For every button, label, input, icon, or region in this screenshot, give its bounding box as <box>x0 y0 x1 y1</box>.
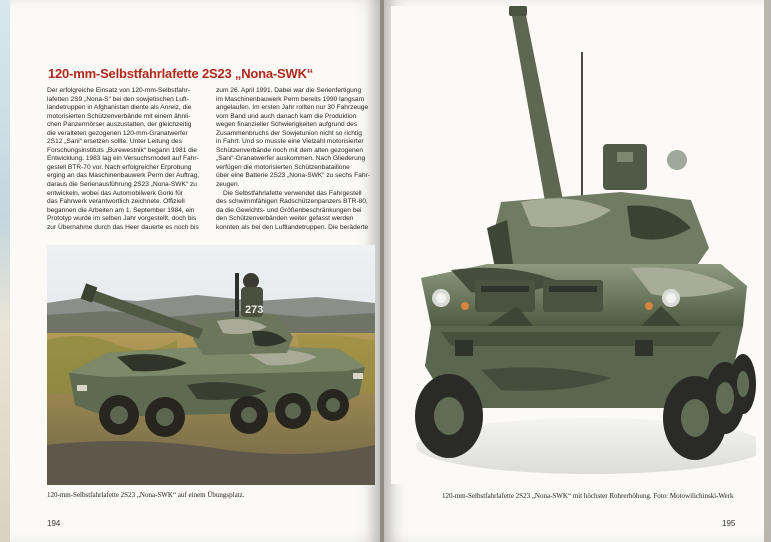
text-column-1 <box>47 87 206 232</box>
text-line: 2S12 „Sani“ ersetzen sollte. Unter Leitung des <box>47 138 182 146</box>
text-line: „Sani“-Granatwerfer auskommen. Nach Gliederung <box>216 155 366 163</box>
text-line: über eine Batterie 2S23 „Nona-SWK“ zu sechs Fahr- <box>216 172 370 180</box>
text-column-2 <box>216 87 375 232</box>
text-line: entwickeln, wobei das Automobilwerk Gorki für <box>47 189 183 197</box>
column-2-paragraph-1 <box>216 87 375 190</box>
article-title: 120-mm-Selbstfahrlafette 2S23 „Nona-SWK“ <box>48 66 314 81</box>
left-page <box>10 0 380 542</box>
photo-caption-left: 120-mm-Selbstfahrlafette 2S23 „Nona-SWK“ auf einem Übungsplatz. <box>47 491 245 499</box>
text-line: da die Gewichts- und Größenbeschränkungen bei <box>216 206 362 214</box>
photo-vehicle-training-ground <box>47 245 375 485</box>
text-line: verfügen die motorisierten Schützenbataillone <box>216 163 350 171</box>
text-line: in Fahrt. Und so musste eine Vielzahl motorisierter <box>216 138 364 146</box>
text-line: Schützenverbände noch mit dem alten gezogenen <box>216 146 363 154</box>
vehicle-studio-illustration <box>391 6 756 484</box>
hull-number: 273 <box>245 304 264 316</box>
text-line: im Maschinenbauwerk Perm bereits 1990 langsam <box>216 95 365 103</box>
text-line: des schwimmfähigen Radschützenpanzers BTR-80, <box>216 198 368 206</box>
text-line: den Schützenverbänden weiter gefasst werden <box>216 215 354 223</box>
text-line: zur Übernahme durch das Heer dauerte es noch bis <box>47 223 199 231</box>
text-line: Forschungsinstituts „Burewestnik“ begann 1981 die <box>47 146 197 154</box>
text-line: motorisierten Schützenverbände mit einem ähnli- <box>47 112 191 120</box>
text-line: Die Selbstfahrlafette verwendet das Fahrgestell <box>223 189 362 197</box>
text-line: chen Panzermörser auszustatten, der gleichzeitig <box>47 121 192 129</box>
text-line: wegen finanzieller Schwierigkeiten aufgrund des <box>216 121 358 129</box>
text-line: begannen die Arbeiten am 1. September 1984, ein <box>47 206 195 214</box>
text-line: Zusammenbruchs der Sowjetunion nicht so richtig <box>216 129 362 137</box>
column-1-paragraph <box>47 87 206 232</box>
text-line: zeugen. <box>216 181 240 189</box>
text-line: Der erfolgreiche Einsatz von 120-mm-Selbstfahr- <box>47 87 190 94</box>
photo-vehicle-max-elevation <box>391 6 756 484</box>
training-ground-illustration <box>47 245 375 485</box>
right-page <box>384 0 764 542</box>
text-line: landetruppen in Afghanistan diente als Anreiz, die <box>47 104 192 112</box>
page-number-right: 195 <box>722 519 736 528</box>
text-line: zum 26. April 1991. Dabei war die Serienfertigung <box>216 87 362 94</box>
column-2-paragraph-2 <box>216 190 375 233</box>
text-line: Prototyp wurde im selben Jahr vorgestellt, doch bis <box>47 215 197 223</box>
text-line: die veralteten gezogenen 120-mm-Granatwerfer <box>47 129 188 137</box>
adjacent-page-edge <box>0 0 10 542</box>
text-line: Entwicklung. 1983 lag ein Versuchsmodell auf Fahr- <box>47 155 199 163</box>
text-line: lafetten 2S9 „Nona-S“ bei den sowjetischen Luft- <box>47 95 189 103</box>
page-number-left: 194 <box>47 519 61 528</box>
text-line: das Fahrwerk verantwortlich zeichnete. Offiziell <box>47 198 185 206</box>
text-line: konnten als bei den Luftlandetruppen. Die beräderte <box>216 223 369 231</box>
photo-caption-right: 120-mm-Selbstfahrlafette 2S23 „Nona-SWK“ mit höchster Rohrerhöhung. Foto: Motowilichinski-Werk <box>442 492 734 500</box>
text-line: erging an das Maschinenbauwerk Perm der Auftrag, <box>47 172 200 180</box>
text-line: gestell BTR-70 vor. Nach erfolgreicher Erprobung <box>47 163 192 171</box>
text-line: angelaufen. Im ersten Jahr rollten nur 30 Fahrzeuge <box>216 104 369 112</box>
text-line: daraus die Serienausführung 2S23 „Nona-SWK“ zu <box>47 181 197 189</box>
text-line: vom Band und auch danach kam die Produktion <box>216 112 357 120</box>
